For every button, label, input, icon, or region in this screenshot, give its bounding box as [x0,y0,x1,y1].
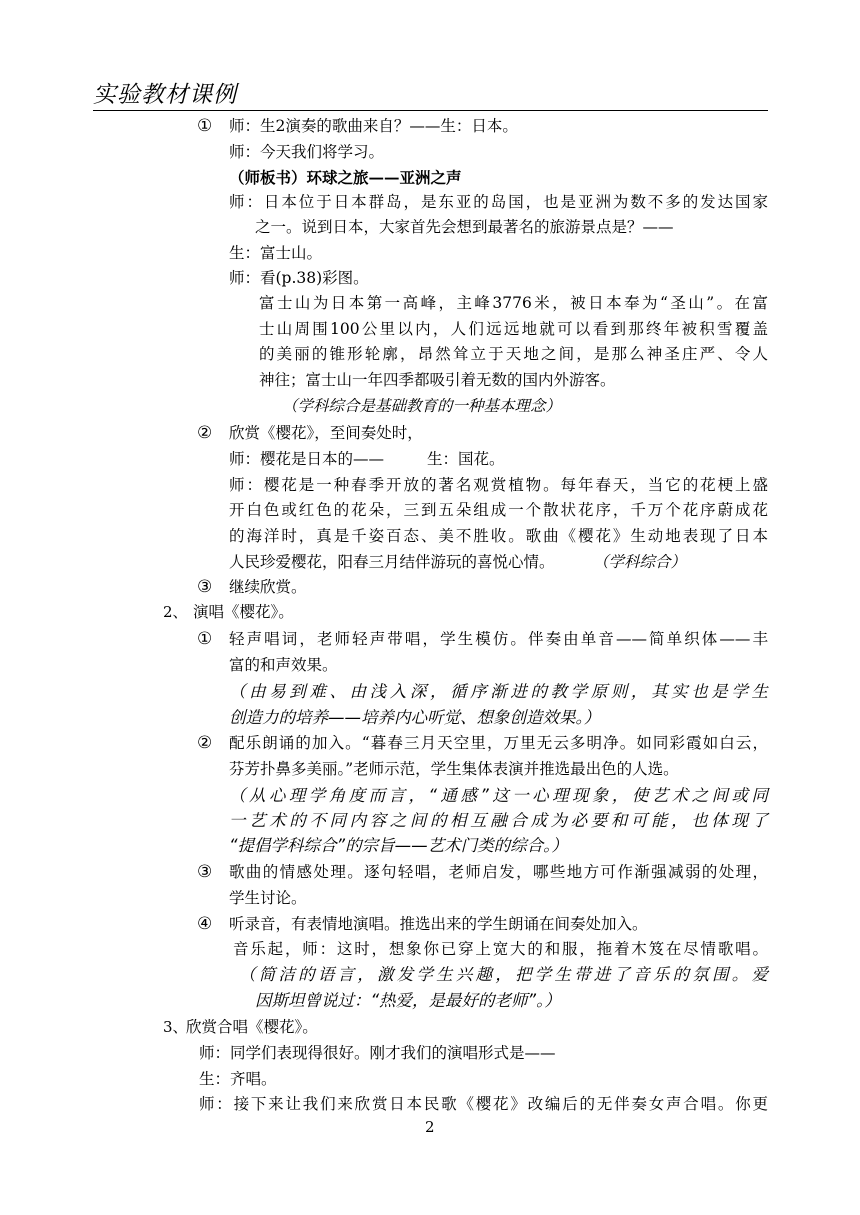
text-line: 生：齐唱。 [199,1070,277,1088]
text-line: 师：樱花是日本的—— [229,450,385,468]
text-line: 轻声唱词，老师轻声带唱，学生模仿。伴奏由单音——简单织体——丰 [229,630,768,648]
item-marker: ① [197,116,213,136]
header-rule [93,110,768,111]
text-line: 歌曲的情感处理。逐句轻唱，老师启发，哪些地方可作渐强减弱的处理， [229,863,768,881]
text-line: 生：富士山。 [229,244,323,262]
section-number: 3、 [163,1018,188,1036]
commentary-note: （简洁的语言，激发学生兴趣，把学生带进了音乐的氛围。爱 [239,965,768,984]
commentary-note: 因斯坦曾说过：“热爱，是最好的老师”。） [255,991,561,1010]
text-line: 生：国花。 [427,450,505,468]
commentary-note: （学科综合是基础教育的一种基本理念） [282,397,562,415]
text-line: 富的和声效果。 [229,656,338,674]
text-line: 的美丽的锥形轮廓，昂然耸立于天地之间，是那么神圣庄严、令人 [259,345,768,363]
text-line: 富士山为日本第一高峰，主峰3776米，被日本奉为“圣山”。在富 [259,294,768,312]
text-line: 的海洋时，真是千姿百态、美不胜收。歌曲《樱花》生动地表现了日本 [229,527,768,545]
text-line: 士山周围100公里以内，人们远远地就可以看到那终年被积雪覆盖 [259,320,768,338]
text-line: 师：接下来让我们来欣赏日本民歌《樱花》改编后的无伴奏女声合唱。你更 [199,1095,768,1113]
text-line: 欣赏《樱花》，至间奏处时， [229,424,423,442]
item-marker: ④ [197,914,213,934]
page-header-title: 实验教材课例 [93,82,237,108]
text-line: 师：日本位于日本群岛，是东亚的岛国，也是亚洲为数不多的发达国家 [229,193,768,211]
text-line: 开白色或红色的花朵，三到五朵组成一个散状花序，千万个花序蔚成花 [229,501,768,519]
text-line: 听录音，有表情地演唱。推选出来的学生朗诵在间奏处加入。 [229,915,648,933]
text-line: 之一。说到日本，大家首先会想到最著名的旅游景点是？—— [255,218,674,236]
text-line: 师：看(p.38)彩图。 [229,269,369,287]
item-marker: ② [197,733,213,753]
section-heading: 欣赏合唱《樱花》。 [186,1018,318,1036]
text-line: 芬芳扑鼻多美丽。”老师示范，学生集体表演并推选最出色的人选。 [229,760,679,778]
text-line: 人民珍爱樱花，阳春三月结伴游玩的喜悦心情。 [229,553,555,571]
section-number: 2、 [163,603,188,621]
text-line: 师：樱花是一种春季开放的著名观赏植物。每年春天，当它的花梗上盛 [229,476,768,494]
item-marker: ① [197,629,213,649]
commentary-note: “提倡学科综合”的宗旨——艺术门类的综合。） [229,836,568,855]
section-heading: 演唱《樱花》。 [193,603,294,621]
commentary-note: 创造力的培养——培养内心听觉、想象创造效果。） [229,708,601,727]
item-marker: ③ [197,862,213,882]
page-number: 2 [425,1118,435,1136]
text-line: 师：同学们表现得很好。刚才我们的演唱形式是—— [199,1044,556,1062]
text-line: 音乐起，师：这时，想象你已穿上宽大的和服，拖着木笈在尽情歌唱。 [233,940,768,958]
item-marker: ② [197,423,213,443]
commentary-note: 一艺术的不同内容之间的相互融合成为必要和可能，也体现了 [229,811,768,830]
text-line: 师：今天我们将学习。 [229,143,385,161]
text-line: 配乐朗诵的加入。“暮春三月天空里，万里无云多明净。如同彩霞如白云， [229,734,768,752]
text-line: 学生讨论。 [229,889,307,907]
text-line: 神往；富士山一年四季都吸引着无数的国内外游客。 [259,371,616,389]
blackboard-heading: （师板书）环球之旅——亚洲之声 [229,168,462,187]
commentary-note: （从心理学角度而言，“通感”这一心理现象，使艺术之间或同 [229,786,768,805]
commentary-note: （学科综合） [593,553,687,571]
commentary-note: （由易到难、由浅入深，循序渐进的教学原则，其实也是学生 [229,682,768,701]
item-marker: ③ [197,577,213,597]
text-line: 师：生2演奏的歌曲来自？——生：日本。 [229,117,518,135]
text-line: 继续欣赏。 [229,578,307,596]
